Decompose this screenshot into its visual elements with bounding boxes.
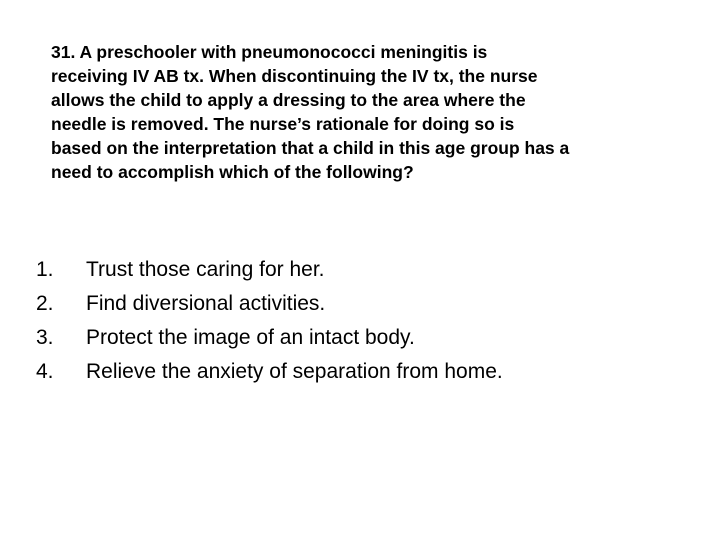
answer-option-4: [36, 355, 696, 389]
answer-option-2: [36, 287, 696, 321]
answer-options-list: [36, 253, 696, 389]
option-number: 2.: [36, 292, 54, 315]
option-text: Relieve the anxiety of separation from home.: [86, 360, 503, 383]
option-number: 3.: [36, 326, 54, 349]
option-number: 1.: [36, 258, 54, 281]
question-text: 31. A preschooler with pneumonococci meningitis is receiving IV AB tx. When discontinuing the IV tx, the nurse allows the child to apply a dressing to the area where the needle is removed. The nurse’s rationale for doing so is based on the interpretation that a child in this age group has a need to accomplish which of the following?: [51, 42, 570, 182]
option-number: 4.: [36, 360, 54, 383]
option-text: Find diversional activities.: [86, 292, 326, 315]
answer-option-3: [36, 321, 696, 355]
option-text: Trust those caring for her.: [86, 258, 325, 281]
answer-option-1: [36, 253, 696, 287]
option-text: Protect the image of an intact body.: [86, 326, 415, 349]
